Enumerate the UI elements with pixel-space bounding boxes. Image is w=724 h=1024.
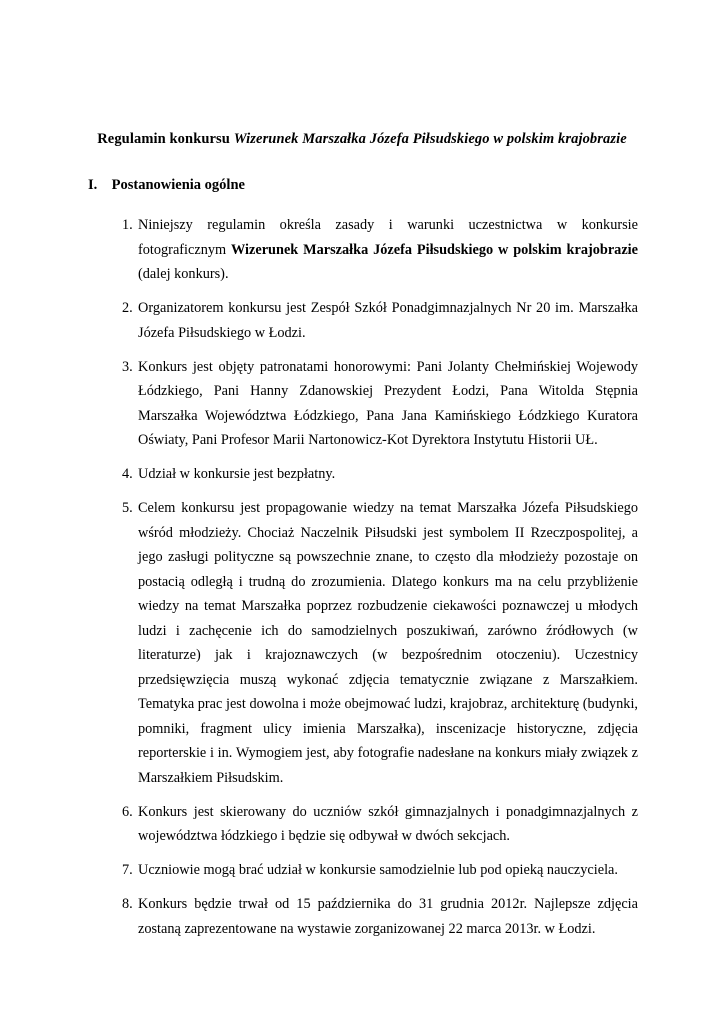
item-number: 1.	[122, 217, 133, 233]
document-title	[0, 131, 724, 148]
section-title: Postanowienia ogólne	[111, 177, 245, 193]
item-text: Celem konkursu jest propagowanie wiedzy na temat Marszałka Józefa Piłsudskiego wśród młodzieży. Chociaż Naczelnik Piłsudski jest symbolem II Rzeczpospolitej, a jego zasługi polityczne są powszechnie znane, to często dla młodzieży pozostaje on postacią odległą i trudną do zrozumienia. Dlatego konkurs ma na celu przybliżenie wiedzy na temat Marszałka poprzez rozbudzenie ciekawości poznawczej u młodych ludzi i zachęcenie ich do samodzielnych poszukiwań, zarówno źródłowych (w literaturze) jak i krajoznawczych (w bezpośrednim otoczeniu). Uczestnicy przedsięwzięcia muszą wykonać zdjęcia tematycznie związane z Marszałkiem. Tematyka prac jest dowolna i może obejmować ludzi, krajobraz, architekturę (budynki, pomniki, fragment ulicy imienia Marszałka), inscenizacje historyczne, zdjęcia reporterskie i in. Wymogiem jest, aby fotografie nadesłane na konkurs miały związek z Marszałkiem Piłsudskim.	[138, 500, 638, 786]
item-number: 5.	[122, 500, 133, 516]
list-item	[116, 496, 638, 790]
item-text: Organizatorem konkursu jest Zespół Szkół Ponadgimnazjalnych Nr 20 im. Marszałka Józefa Piłsudskiego w Łodzi.	[138, 300, 638, 341]
regulation-list	[116, 213, 638, 951]
title-prefix: Regulamin konkursu	[97, 131, 234, 147]
list-item	[116, 355, 638, 453]
item-text-bold: Wizerunek Marszałka Józefa Piłsudskiego w polskim krajobrazie	[231, 241, 638, 258]
list-item	[116, 213, 638, 287]
section-number: I.	[88, 177, 98, 193]
list-item	[116, 296, 638, 345]
item-text: Niniejszy regulamin określa zasady i warunki uczestnictwa w konkursie fotograficznym	[138, 217, 638, 258]
item-text: Uczniowie mogą brać udział w konkursie samodzielnie lub pod opieką nauczyciela.	[138, 862, 618, 878]
title-italic: Wizerunek Marszałka Józefa Piłsudskiego w polskim krajobrazie	[233, 131, 627, 147]
list-item	[116, 800, 638, 849]
item-number: 6.	[122, 803, 133, 820]
item-number: 4.	[122, 466, 133, 482]
list-item	[116, 462, 638, 487]
item-number: 2.	[122, 300, 133, 316]
list-item	[116, 858, 638, 883]
item-text: Udział w konkursie jest bezpłatny.	[138, 466, 336, 482]
item-number: 7.	[122, 862, 133, 878]
item-text: Konkurs jest objęty patronatami honorowymi: Pani Jolanty Chełmińskiej Wojewody Łódzkiego, Pani Hanny Zdanowskiej Prezydent Łodzi, Pana Witolda Stępnia Marszałka Województwa Łódzkiego, Pana Jana Kamińskiego Łódzkiego Kuratora Oświaty, Pani Profesor Marii Nartonowicz-Kot Dyrektora Instytutu Historii UŁ.	[138, 358, 638, 448]
item-text: Konkurs będzie trwał od 15 października do 31 grudnia 2012r. Najlepsze zdjęcia zostaną zaprezentowane na wystawie zorganizowanej 22 marca 2013r. w Łodzi.	[138, 896, 638, 937]
item-text-tail: (dalej konkurs).	[138, 266, 229, 282]
item-text: Konkurs jest skierowany do uczniów szkół gimnazjalnych i ponadgimnazjalnych z województwa łódzkiego i będzie się odbywał w dwóch sekcjach.	[138, 803, 638, 844]
list-item	[116, 892, 638, 941]
section-heading	[88, 177, 245, 194]
item-number: 3.	[122, 358, 133, 375]
item-number: 8.	[122, 896, 133, 912]
